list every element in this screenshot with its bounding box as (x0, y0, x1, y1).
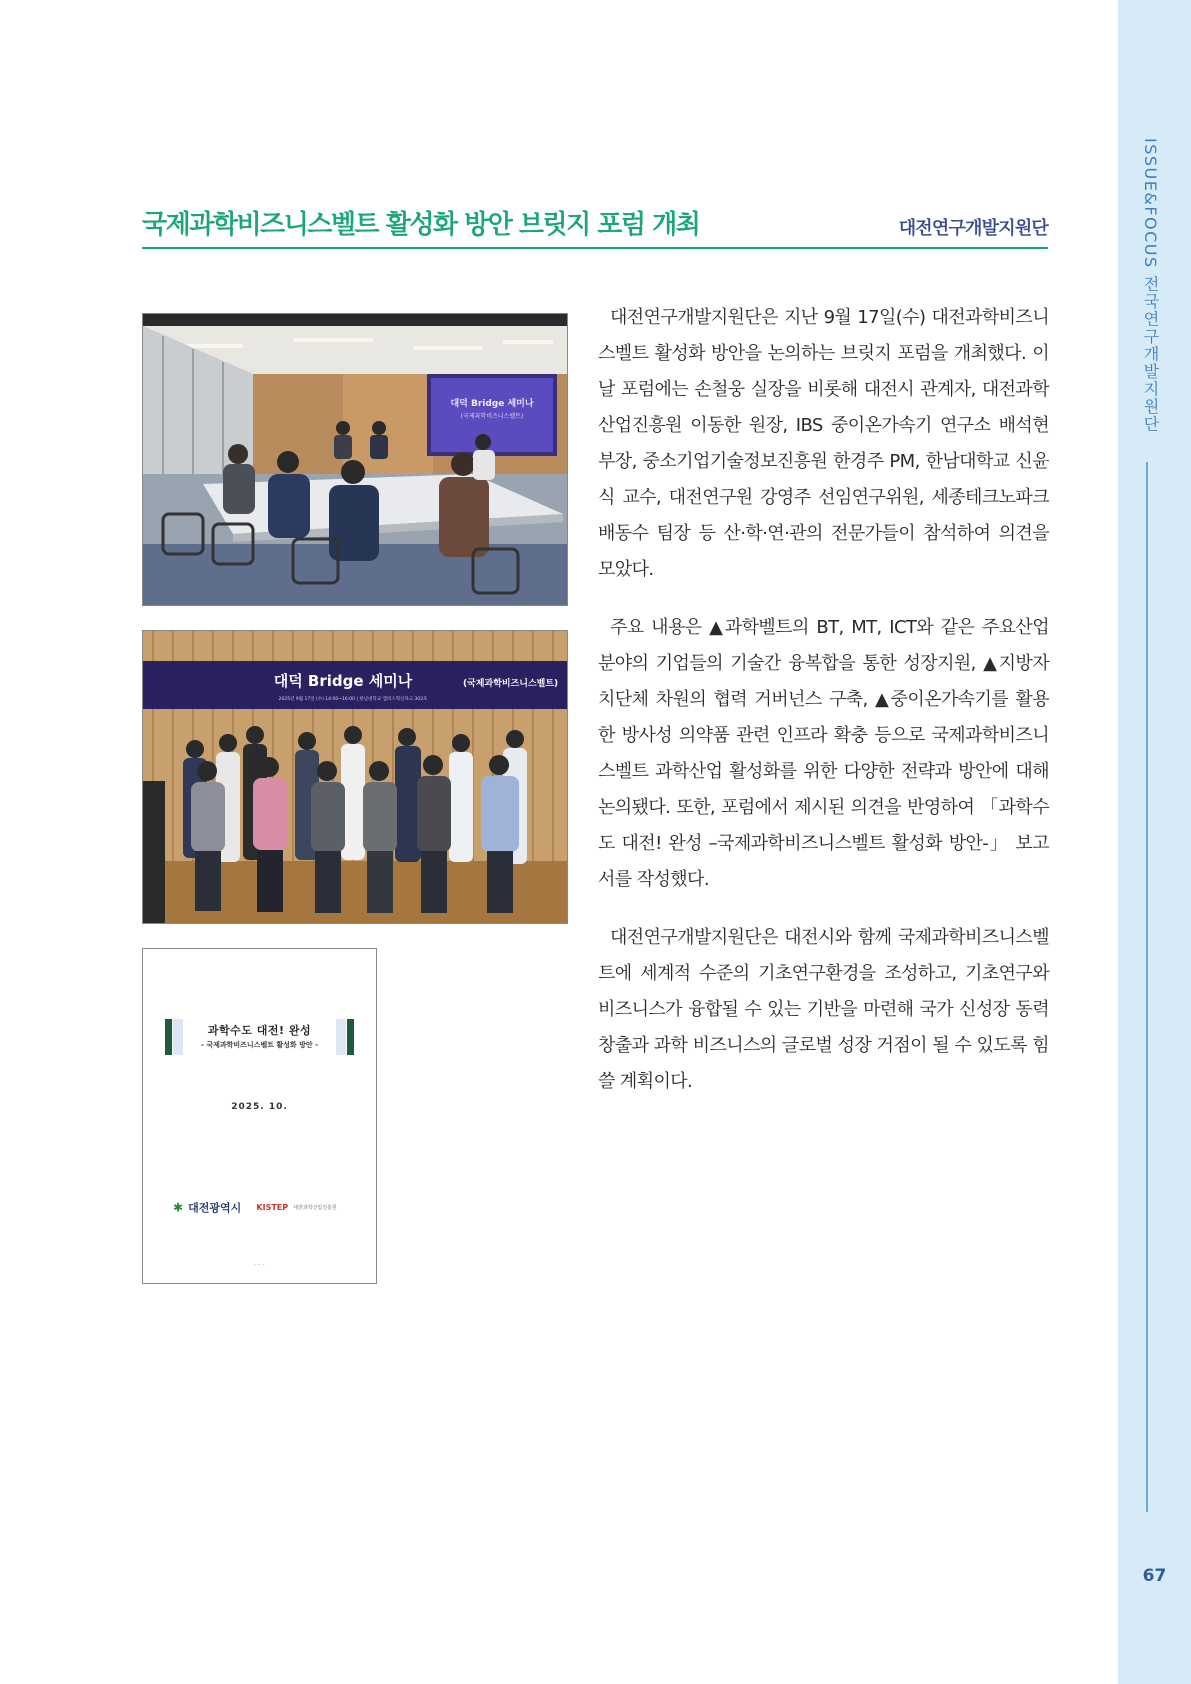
body-paragraph-3: 대전연구개발지원단은 대전시와 함께 국제과학비즈니스벨트에 세계적 수준의 기초연구환경을 조성하고, 기초연구와 비즈니스가 융합될 수 있는 기반을 마련해 국가 신성장 동력 창출과 과학 비즈니스의 글로벌 성장 거점이 될 수 있도록 힘쓸 계획이다. (598, 927, 1049, 1092)
banner-sub-text: (국제과학비즈니스벨트) (463, 679, 559, 689)
body-paragraph-2: 주요 내용은 ▲과학벨트의 BT, MT, ICT와 같은 주요산업 분야의 기업들의 기술간 융복합을 통한 성장지원, ▲지방자치단체 차원의 협력 거버넌스 구축, ▲중이온가속기를 활용한 방사성 의약품 관련 인프라 확충 등으로 국제과학비즈니스벨트 과학산업 활성화를 위한 다양한 전략과 방안에 대해 논의됐다. 또한, 포럼에서 제시된 의견을 반영하여 「과학수도 대전! 완성 –국제과학비즈니스벨트 활성화 방안-」 보고서를 작성했다. (598, 617, 1049, 890)
daejeon-logo-text: 대전광역시 (188, 1201, 242, 1215)
banner-main-text: 대덕 Bridge 세미나 (273, 672, 413, 690)
daejeon-logo-icon: ✱ (173, 1200, 184, 1215)
screen-text-main: 대덕 Bridge 세미나 (450, 399, 534, 409)
cover-logos (173, 1197, 353, 1213)
article-title: 국제과학비즈니스벨트 활성화 방안 브릿지 포럼 개최 (142, 210, 700, 240)
cover-title: 과학수도 대전! 완성 (207, 1024, 312, 1037)
page-number: 67 (1142, 1566, 1167, 1586)
kistep-logo-subtext: 대전과학산업진흥원 (293, 1205, 337, 1211)
article-body (598, 300, 1049, 1122)
cover-date: 2025. 10. (231, 1102, 288, 1112)
kistep-logo-text: KISTEP (256, 1203, 289, 1212)
title-divider (142, 247, 1048, 249)
group-photo (142, 630, 568, 924)
side-divider (1146, 462, 1148, 1512)
organization-label: 대전연구개발지원단 (898, 218, 1048, 239)
section-label: ISSUE&FOCUS 전국연구개발지원단 (1141, 138, 1160, 433)
cover-title-band (165, 1019, 354, 1055)
cover-subtitle: - 국제과학비즈니스벨트 활성화 방안 - (201, 1041, 318, 1049)
body-paragraph-1: 대전연구개발지원단은 지난 9월 17일(수) 대전과학비즈니스벨트 활성화 방안을 논의하는 브릿지 포럼을 개최했다. 이날 포럼에는 손철웅 실장을 비롯해 대전시 관계자, 대전과학산업진흥원 이동한 원장, IBS 중이온가속기 연구소 배석현 부장, 중소기업기술정보진흥원 한경주 PM, 한남대학교 신윤식 교수, 대전연구원 강영주 선임연구위원, 세종테크노파크 배동수 팀장 등 산·학·연·관의 전문가들이 참석하여 의견을 모았다. (598, 307, 1049, 580)
cover-footer: - - - (254, 1261, 265, 1268)
forum-meeting-photo (142, 313, 568, 606)
screen-text-sub: (국제과학비즈니스벨트) (460, 413, 524, 420)
banner-small-text: 2025년 9월 17일 (수) 14:00~16:00 | 한남대학교 캠퍼스혁신파크 303호 (278, 697, 428, 702)
report-cover (142, 948, 377, 1284)
